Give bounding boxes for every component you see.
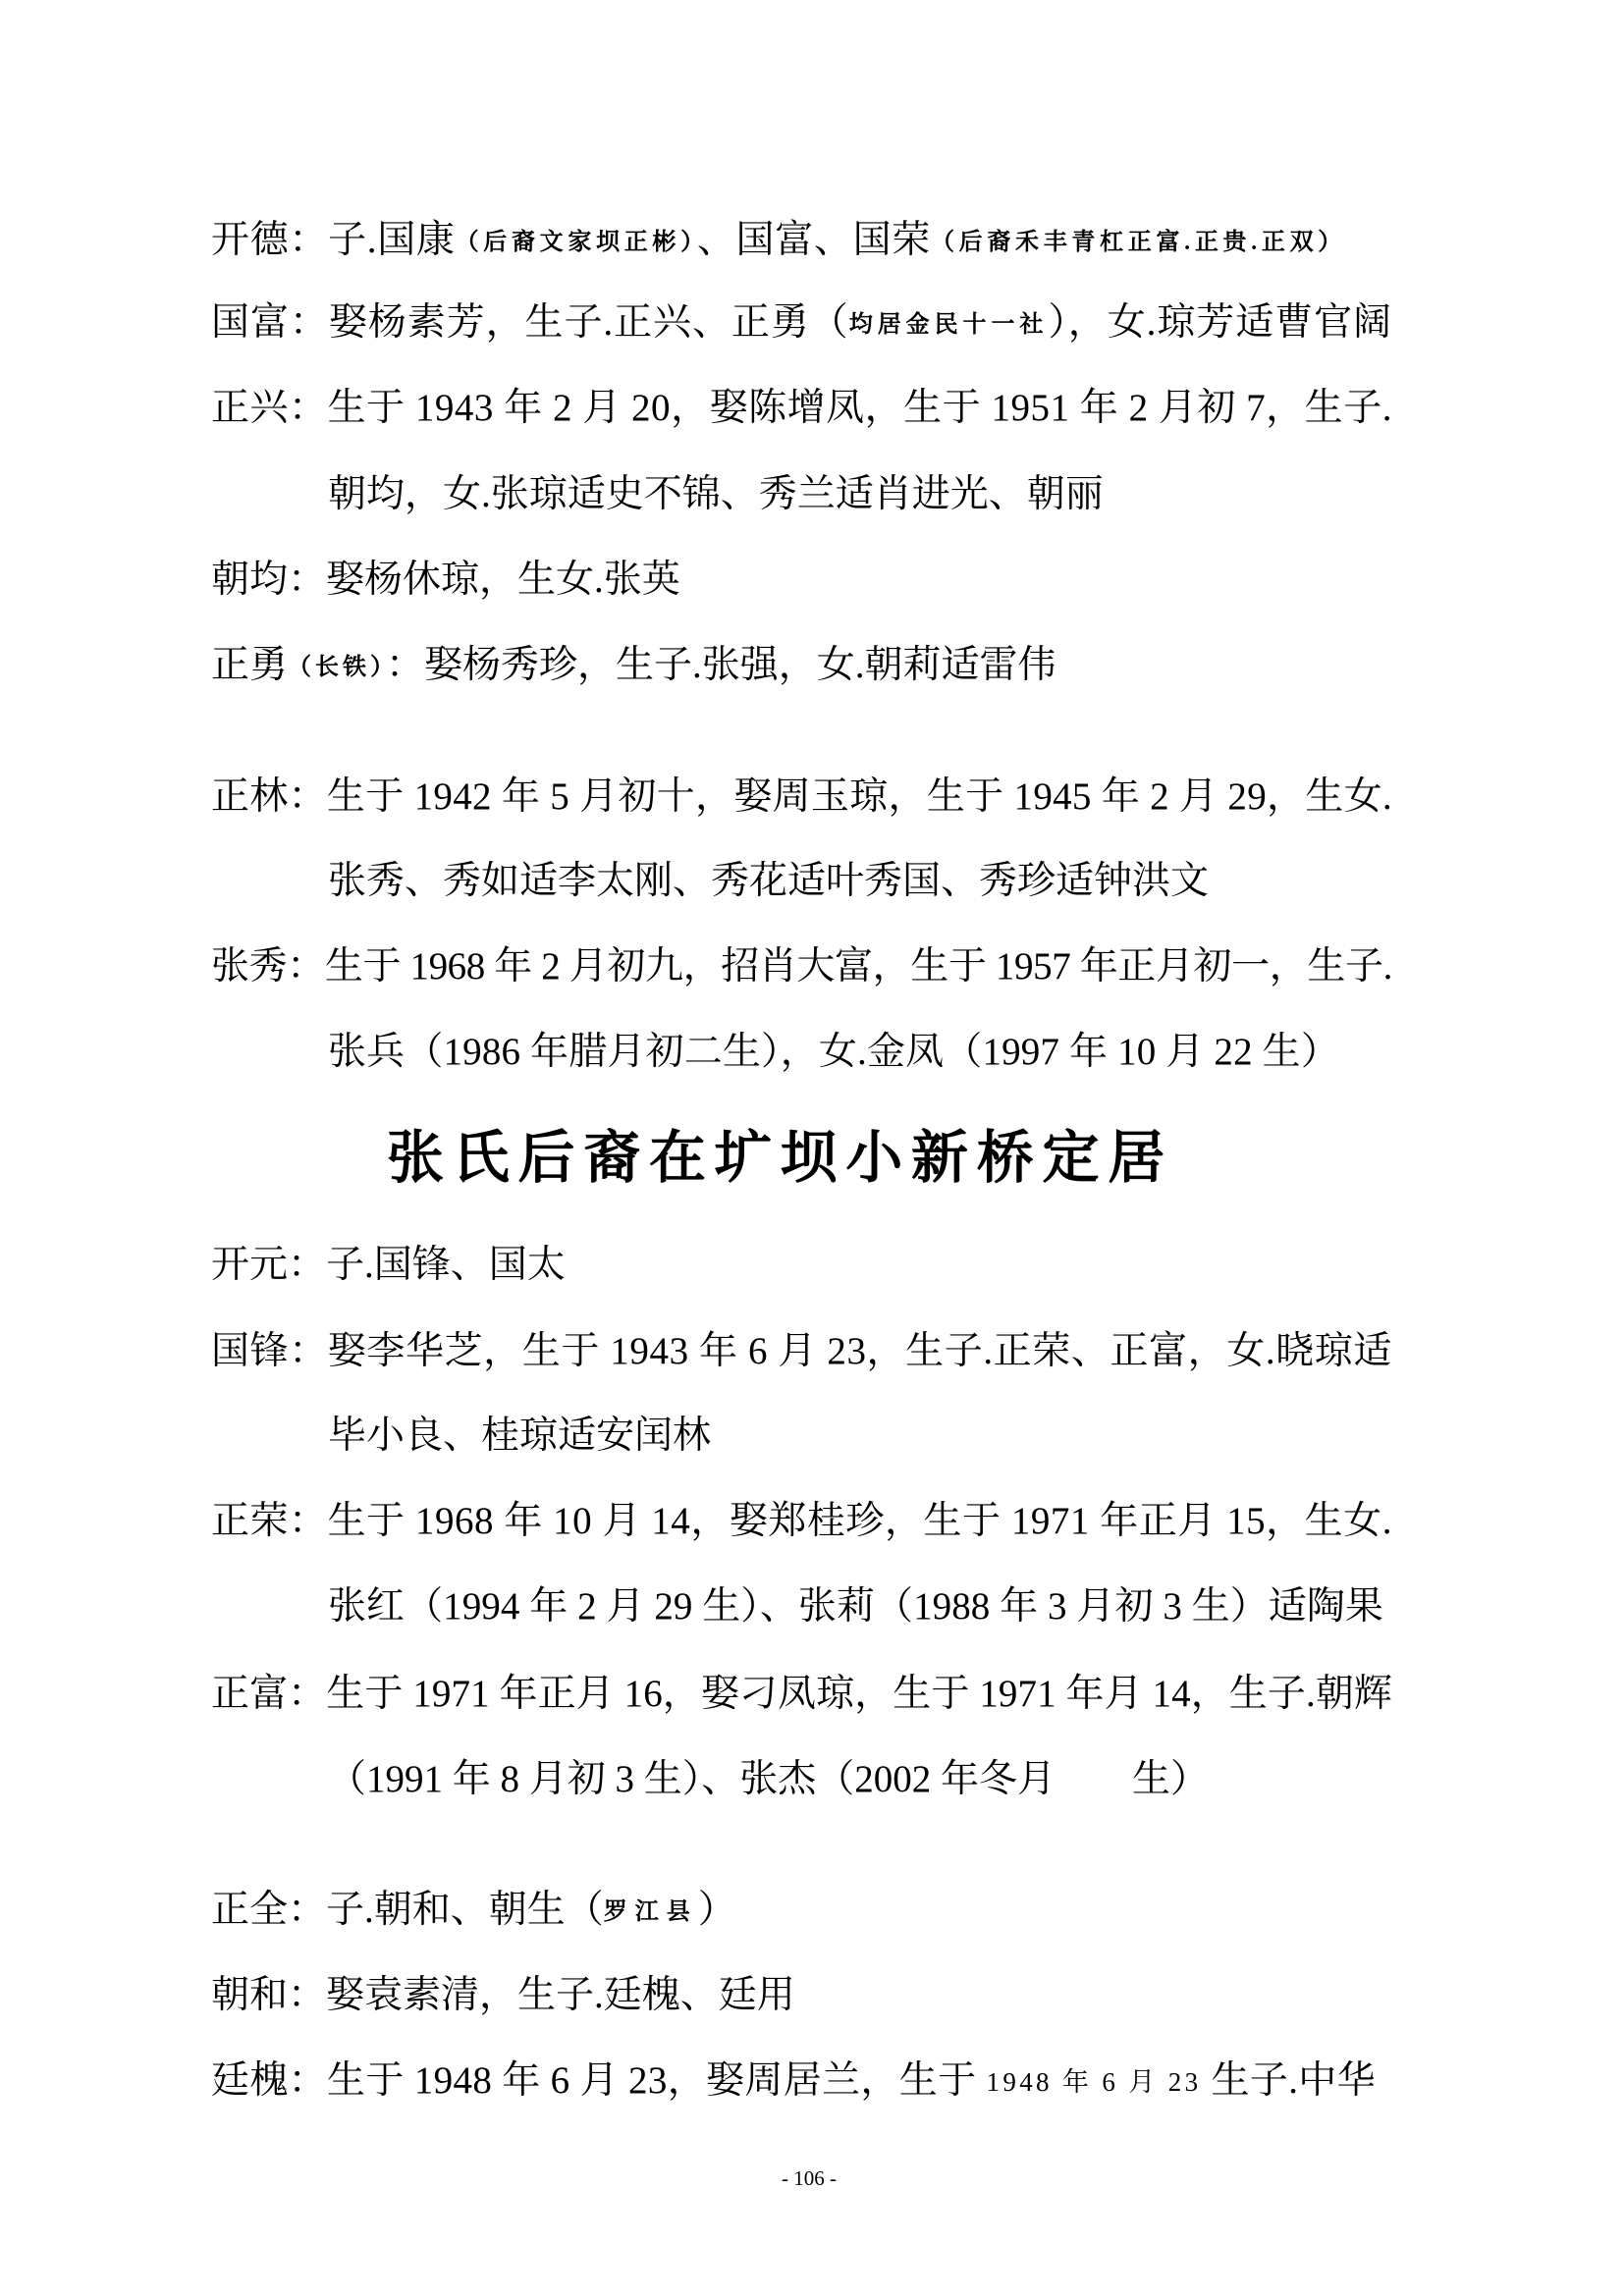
- entry-line: [211, 211, 1346, 270]
- person-name: 开德：: [211, 219, 329, 261]
- entry-text: 、国富、国荣: [696, 219, 931, 261]
- person-name: 朝和：: [211, 1974, 327, 2016]
- annotation-note: 罗江县: [603, 1899, 698, 1925]
- person-name: 正勇: [211, 644, 289, 686]
- entry-text: 娶李华芝，生于 1943 年 6 月 23，生子.正荣、正富，女.晓琼适: [327, 1330, 1392, 1372]
- entry-line-text: [211, 945, 1392, 988]
- person-name: 正林：: [211, 775, 327, 818]
- person-name: 正荣：: [211, 1500, 328, 1542]
- entry-line: [211, 1665, 1392, 1724]
- entry-continuation-line: [328, 1407, 1392, 1466]
- entry-text: ）: [697, 1889, 736, 1931]
- entry-text: 娶袁素清，生子.廷槐、廷用: [326, 1974, 795, 2016]
- entry-continuation-line: [328, 1577, 1383, 1636]
- entry-text: ），女.琼芳适曹官阔: [1048, 301, 1392, 344]
- entry-text: 子.朝和、朝生（: [326, 1889, 604, 1931]
- entry-line-text: [328, 1031, 1339, 1073]
- entry-text: 子.国康: [328, 219, 456, 261]
- person-name: 廷槐：: [211, 2059, 328, 2102]
- annotation-note: （后裔文家坝正彬）: [455, 230, 697, 255]
- person-note: （长铁）: [288, 655, 387, 680]
- entry-line: [211, 1322, 1392, 1381]
- entry-line-text: [211, 1889, 736, 1931]
- person-name: 张秀：: [211, 945, 325, 988]
- entry-text: ：娶杨秀珍，生子.张强，女.朝莉适雷伟: [386, 644, 1056, 686]
- entry-line-text: [211, 1330, 1392, 1372]
- entry-line-text: [211, 1673, 1392, 1715]
- entry-text: 生于 1968 年 2 月初九，招肖大富，生于 1957 年正月初一，生子.: [324, 945, 1392, 988]
- entry-line: [211, 1881, 1392, 1940]
- entry-line-text: [211, 2059, 1376, 2102]
- entry-line-text: [211, 219, 1346, 261]
- entry-text: 生子.中华: [1211, 2059, 1376, 2102]
- annotation-note: （后裔禾丰青杠正富.正贵.正双）: [930, 230, 1346, 255]
- entry-line: [211, 1966, 1392, 2025]
- person-name: 正兴：: [211, 387, 328, 429]
- entry-text: 朝均，女.张琼适史不锦、秀兰适肖进光、朝丽: [328, 473, 1104, 515]
- person-name: 国锋：: [211, 1330, 328, 1372]
- entry-continuation-line: [328, 1750, 1392, 1809]
- entry-line-text: [328, 1758, 1209, 1800]
- person-name: 开元：: [211, 1244, 327, 1286]
- entry-continuation-line: [328, 852, 1392, 911]
- entry-text: 张红（1994 年 2 月 29 生）、张莉（1988 年 3 月初 3 生）适陶果: [328, 1585, 1383, 1628]
- entry-line: [211, 937, 1392, 996]
- entry-text: 生于 1971 年正月 16，娶刁凤琼，生于 1971 年月 14，生子.朝辉: [326, 1673, 1393, 1715]
- entry-line-text: [328, 473, 1104, 515]
- entry-text: 生于 1968 年 10 月 14，娶郑桂珍，生于 1971 年正月 15，生女.: [327, 1500, 1392, 1542]
- section-title-text: 张氏后裔在圹坝小新桥定居: [387, 1126, 1173, 1190]
- entry-line-text: [328, 1415, 711, 1457]
- entry-line-text: [211, 775, 1392, 818]
- entry-line-text: [211, 301, 1392, 344]
- page-number: - 106 -: [782, 2166, 837, 2190]
- entry-text: 张秀、秀如适李太刚、秀花适叶秀国、秀珍适钟洪文: [328, 860, 1210, 902]
- entry-text: （1991 年 8 月初 3 生）、张杰（2002 年冬月 生）: [328, 1758, 1210, 1800]
- entry-text: 生于 1942 年 5 月初十，娶周玉琼，生于 1945 年 2 月 29，生女.: [326, 775, 1392, 818]
- person-name: 朝均：: [211, 559, 327, 601]
- entry-text-small: 1948 年 6 月 23: [986, 2067, 1212, 2097]
- entry-line: [211, 768, 1392, 827]
- entry-line-text: [328, 860, 1209, 902]
- entry-line-text: [211, 1974, 795, 2016]
- annotation-note: 均居金民十一社: [848, 312, 1049, 338]
- entry-line-text: [211, 387, 1392, 429]
- entry-line-text: [328, 1585, 1383, 1628]
- entry-line: [211, 2052, 1376, 2110]
- entry-line: [211, 294, 1392, 352]
- entry-line-text: [211, 644, 1056, 686]
- entry-text: 生于 1948 年 6 月 23，娶周居兰，生于: [327, 2059, 987, 2102]
- entry-line-text: [211, 1500, 1392, 1542]
- entry-text: 子.国锋、国太: [326, 1244, 566, 1286]
- entry-line: [211, 379, 1392, 438]
- entry-text: 娶杨素芳，生子.正兴、正勇（: [328, 301, 849, 344]
- entry-line: [211, 1492, 1392, 1551]
- entry-text: 张兵（1986 年腊月初二生），女.金凤（1997 年 10 月 22 生）: [328, 1031, 1339, 1073]
- entry-line: [211, 1236, 1392, 1295]
- entry-continuation-line: [328, 1023, 1339, 1082]
- section-title: [387, 1119, 1173, 1198]
- entry-line: [211, 551, 1392, 610]
- entry-line: [211, 636, 1392, 695]
- person-name: 正富：: [211, 1673, 327, 1715]
- entry-continuation-line: [328, 465, 1392, 524]
- entry-text: 娶杨休琼，生女.张英: [326, 559, 680, 601]
- entry-text: 毕小良、桂琼适安闰林: [328, 1415, 712, 1457]
- entry-line-text: [211, 559, 680, 601]
- person-name: 正全：: [211, 1889, 327, 1931]
- entry-line-text: [211, 1244, 566, 1286]
- entry-text: 生于 1943 年 2 月 20，娶陈增凤，生于 1951 年 2 月初 7，生子.: [327, 387, 1392, 429]
- person-name: 国富：: [211, 301, 329, 344]
